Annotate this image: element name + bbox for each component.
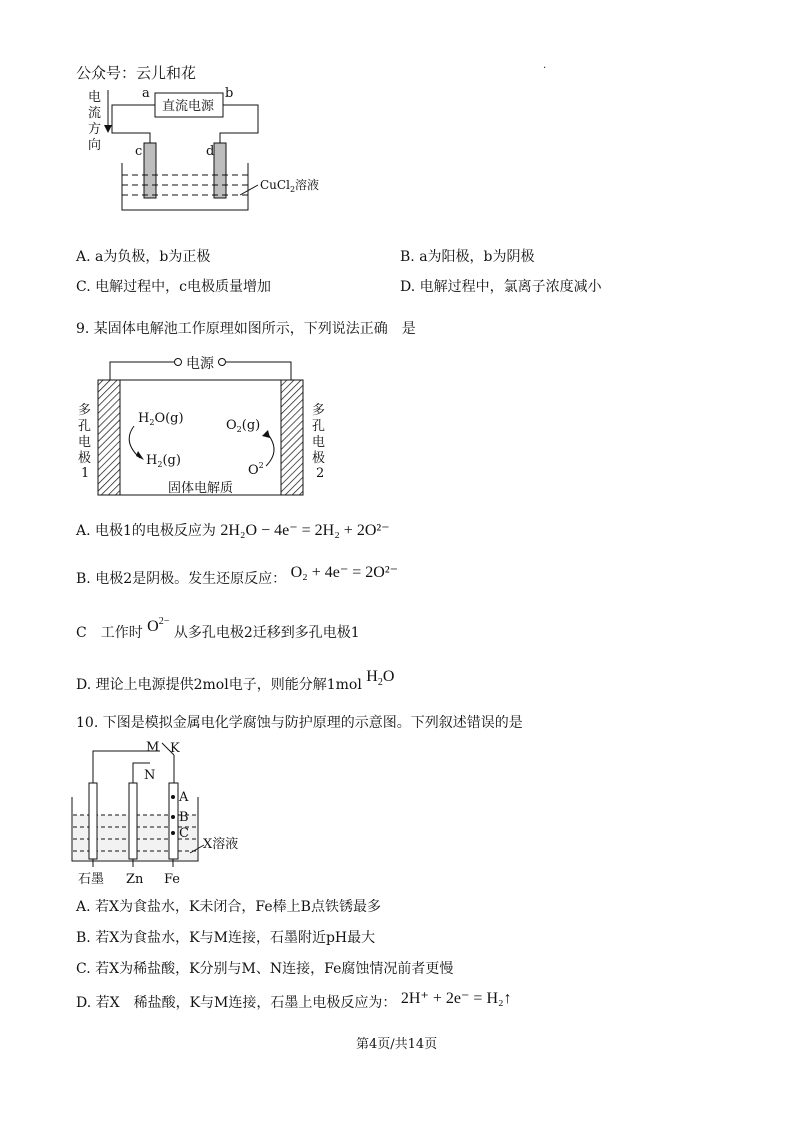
switch-n-label: N (144, 768, 156, 783)
svg-text:极: 极 (312, 451, 326, 466)
electrode-c (144, 143, 156, 198)
q8-electrolysis-figure (80, 85, 340, 220)
direction-char: 电 (88, 90, 102, 105)
svg-text:孔: 孔 (312, 419, 326, 434)
dc-power-label: 直流电源 (162, 99, 215, 114)
direction-label (88, 89, 101, 153)
label-a: A (179, 790, 189, 805)
q10-option-d-text: D. 若X 稀盐酸，K与M连接，石墨上电极反应为： (76, 995, 397, 1011)
label-b: b (225, 86, 234, 101)
q10-option-b: B. 若X为食盐水，K与M连接，石墨附近pH最大 (76, 930, 376, 946)
label-a: a (142, 86, 150, 101)
q9-option-d-formula: $H_2O$ (366, 668, 395, 688)
direction-char: 方 (88, 122, 102, 137)
electrode-d (214, 143, 226, 198)
q10-stem: 10. 下图是模拟金属电化学腐蚀与防护原理的示意图。下列叙述错误的是 (76, 715, 523, 731)
q8-option-c: C. 电解过程中，c电极质量增加 (76, 279, 271, 295)
solid-electrolyte-label: 固体电解质 (168, 481, 234, 496)
q10-option-a: A. 若X为食盐水，K未闭合，Fe棒上B点铁锈最多 (76, 899, 381, 915)
cucl2-label: CuCl$_2$溶液 (260, 178, 320, 194)
switch-m-label: M (146, 740, 160, 755)
q9-solid-electrolysis-figure (76, 350, 346, 500)
point-b (171, 815, 175, 819)
o2-label: $O_2(g)$ (226, 418, 261, 434)
h2o-label: $H_2O(g)$ (138, 411, 184, 427)
q10-option-d (76, 992, 512, 1012)
svg-text:电: 电 (312, 435, 326, 450)
graphite-rod (89, 783, 97, 859)
header-dot: . (543, 60, 547, 71)
power-label: 电源 (186, 356, 214, 372)
label-c: c (135, 144, 143, 159)
q9-option-a-equation: 2H₂O − 4e⁻ = 2H₂ + 2O²⁻ (220, 522, 390, 539)
electrode-2-label (312, 403, 325, 481)
q9-option-a (76, 520, 390, 540)
label-c: C (179, 826, 189, 841)
q9-option-a-text: A. 电极1的电极反应为 (76, 523, 216, 539)
label-b: B (179, 810, 189, 825)
svg-text:1: 1 (81, 466, 90, 481)
svg-text:极: 极 (78, 451, 92, 466)
q8-option-a: A. a为负极，b为正极 (76, 249, 211, 265)
h2-label: $H_2(g)$ (146, 453, 181, 469)
q10-option-c: C. 若X为稀盐酸，K分别与M、N连接，Fe腐蚀情况前者更慢 (76, 961, 454, 977)
q9-option-b-text: B. 电极2是阴极。发生还原反应： (76, 571, 287, 587)
direction-char: 向 (88, 138, 102, 153)
porous-electrode-1 (98, 380, 120, 495)
q9-stem: 9. 某固体电解池工作原理如图所示，下列说法正确 是 (76, 321, 416, 337)
q10-corrosion-figure (70, 735, 310, 887)
point-a (171, 795, 175, 799)
page-footer: 第4页/共14页 (356, 1037, 438, 1052)
q9-option-c-text-2: 从多孔电极2迁移到多孔电极1 (173, 625, 360, 641)
account-header: 公众号：云儿和花 (76, 64, 197, 82)
switch-k-label: K (170, 741, 180, 756)
o-ion-label: $O^2$ (248, 461, 264, 478)
label-d: d (206, 144, 215, 159)
electrode-1-label (78, 403, 91, 481)
q9-option-b-equation: O₂ + 4e⁻ = 2O²⁻ (290, 564, 399, 581)
direction-char: 流 (88, 106, 102, 121)
q9-option-d (76, 668, 395, 696)
zn-label: Zn (126, 872, 144, 887)
graphite-label: 石墨 (78, 872, 105, 887)
x-solution-label: X溶液 (203, 837, 239, 852)
fe-rod (169, 783, 178, 859)
svg-text:电: 电 (78, 435, 92, 450)
svg-text:多: 多 (78, 403, 92, 418)
q9-option-d-text: D. 理论上电源提供2mol电子，则能分解1mol (76, 677, 362, 693)
q9-option-c-text-1: C 工作时 (76, 625, 143, 641)
q9-option-c (76, 616, 360, 642)
q8-option-d: D. 电解过程中，氯离子浓度减小 (400, 279, 602, 295)
point-c (171, 831, 175, 835)
svg-text:2: 2 (316, 466, 325, 481)
fe-label: Fe (164, 872, 181, 887)
beaker (122, 163, 248, 210)
q8-option-b: B. a为阳极，b为阴极 (400, 249, 535, 265)
zn-rod (129, 783, 137, 859)
svg-text:多: 多 (312, 403, 326, 418)
q9-option-c-ion: $O^{2-}$ (147, 616, 170, 635)
porous-electrode-2 (281, 380, 303, 495)
q10-option-d-equation: 2H⁺ + 2e⁻ = H₂↑ (400, 990, 512, 1007)
q9-option-b (76, 564, 399, 588)
svg-text:孔: 孔 (78, 419, 92, 434)
